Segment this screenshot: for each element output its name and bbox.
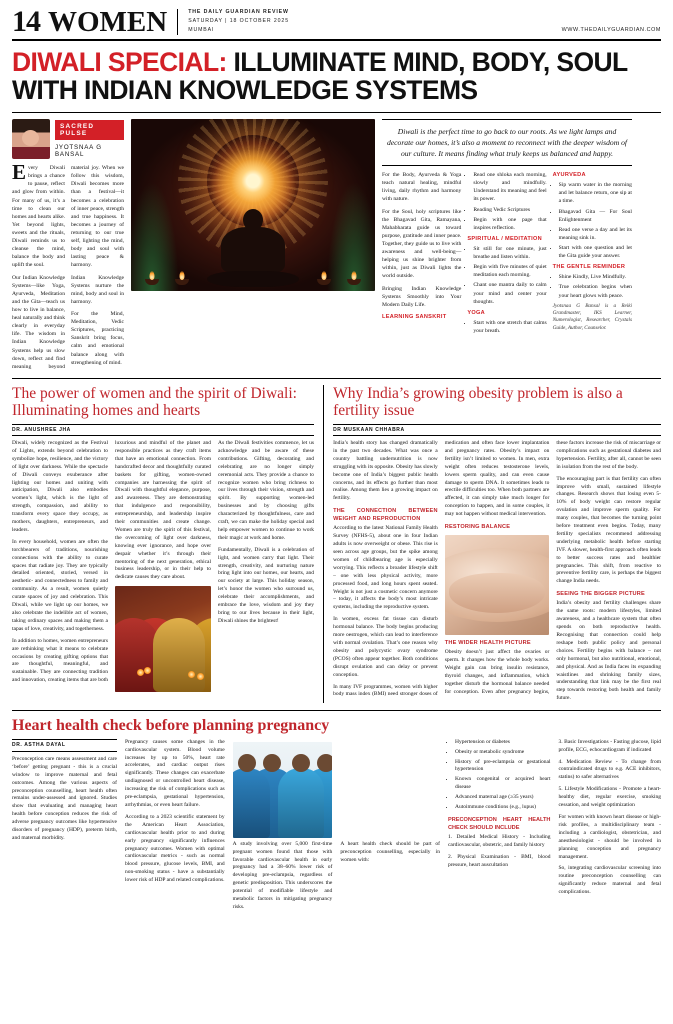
paragraph: India’s obesity and fertility challenges share the same roots: modern lifestyles, limited awareness, and a healthcare system that often spends on both reproductive health. Recognising that connection could help reshape both public policy and personal choices. Fertility begins with balance – not only hormonal, but also nutritional, emotional, and physical. And as India faces its expanding waistlines and shrinking family sizes, understanding that link may be the first real step towards restoring both health and family future.: [556, 600, 661, 702]
paragraph: India’s health story has changed dramatically in the past two decades. What was once a country battling undernutrition is now struggling with its opposite. Obesity has slowly become one of India’s biggest public health concerns, and its effects go further than most realise. Among them lies a growing impact on fertility.: [333, 439, 438, 502]
story-heart-health: [12, 711, 661, 916]
headline-red-part: DIWALI SPECIAL:: [12, 47, 227, 77]
lead-left-column: [12, 119, 124, 371]
lead-body-right: [382, 171, 632, 335]
paragraph: According to the latest National Family Health Survey (NFHS-5), about one in four Indian adults is now overweight or obese. This rise is seen across age groups, but the spike among women of childbearing age is especially worrying. This reflects a broader lifestyle shift – one with less physical activity, more processed food, and long hours spent seated. Weight is not just a cosmetic concern anymore – today, it affects the body’s most intricate systems, including the reproductive system.: [333, 525, 438, 611]
list-item: • True celebration begins when your heart glows with peace.: [559, 283, 632, 299]
subhead-yoga: YOGA: [467, 309, 486, 316]
page-folio: 14: [12, 5, 40, 38]
status-badge: SACRED PULSE: [55, 120, 124, 140]
paper-city: MUMBAI: [188, 27, 215, 34]
paragraph: A study involving over 5,000 first-time pregnant women found that those with favorable cardiovascular health in early pregnancy had a 38–60% lower risk of developing pre-eclampsia, regardless of genetic predisposition. This underscores the potential of modifiable lifestyle and metabolic factors in mitigating pregnancy risks.: [232, 840, 333, 910]
paragraph: For women with known heart disease or high-risk profiles, a multidisciplinary team - including a cardiologist, obstetrician, and anesthesiologist - should be involved in planning conception and pregnancy management.: [558, 813, 661, 860]
list-item: • Hypertension or diabetes: [455, 739, 551, 747]
masthead-meta: [178, 8, 289, 35]
author-block: [12, 119, 124, 159]
avatar: [12, 119, 50, 159]
list-item: • Start with one question and let the Gita guide your answer.: [559, 244, 632, 260]
section-title: WOMEN: [48, 9, 178, 35]
story-columns: [12, 739, 661, 916]
lead-headline-wrap: [12, 41, 661, 113]
list-item: • Advanced maternal age (≥35 years): [455, 794, 551, 802]
lead-paragraph: Every Diwali brings a chance to pause, reflect and glow from within. For many of us, it’s a time to clean our homes and hearts alike. Yet beyond lights, sweets and the rituals, Diwali reminds us to cleanse the mind, balance the body and uplift the soul.: [12, 160, 65, 269]
paragraph: In addition to homes, women entrepreneurs are rethinking what it means to celebrate occasions by creating gifting options that are thoughtful, meaningful, and sustainable. They are connecting tradition and innovation, creating items that are both luxurious and mindful of the planet and responsible practices as they craft items that have an emotional connection. From handcrafted decor and thoughtfully curated baskets for gifting, women-owned companies are harnessing the spirit of Diwali with thoughtful elegance, purpose, and awareness. They are demonstrating that indulgence and responsibility, entrepreneurship, and leadership inspire their communities and create change. Women are truly the spirit of this festival, the overcoming of light over darkness, knowing ever ignorance, and hope over despair whether it’s through their mentoring of the next generation, ethical business leadership, or in their help to dedicate causes they care about.: [12, 439, 212, 684]
column-6: [558, 739, 661, 916]
story-women-diwali: [12, 385, 324, 703]
paragraph: Preconception care means assessment and care ‘before’ getting pregnant - this is a crucial window to improve maternal and fetal outcomes. Among the various aspects of preconception counselling, heart health often remains under-assessed and ignored. Studies show that evaluating and managing heart health before conception reduces the risk of adverse pregnancy outcomes like hypertensive disorders of pregnancy (HDP), preterm birth, and maternal morbidity.: [12, 755, 117, 841]
spiritual-list: [467, 245, 546, 306]
paragraph: Obesity doesn’t just affect the ovaries or sperm. It changes how the whole body works. Weight gain can bring insulin resistance, thyroid changes, and inflammation, which together disturb the hormonal balance needed for conception. Even after pregnancy begins, these factors increase the risk of miscarriage or complications such as gestational diabetes and hypertension. Fertility, after all, cannot be seen in isolation from the rest of the body.: [444, 439, 661, 695]
list-item: • Begin with five minutes of quiet meditation each morning.: [473, 263, 546, 279]
list-item: • Start with one stretch that calms your breath.: [473, 319, 546, 335]
list-item: • Chant one mantra daily to calm your mind and center your thoughts.: [473, 281, 546, 305]
column-4: [340, 739, 440, 916]
masthead: [12, 5, 661, 41]
list-item: • Shine Kindly, Live Mindfully.: [559, 273, 632, 281]
list-item: • Sip warm water in the morning and let balance return, one sip at a time.: [559, 181, 632, 205]
list-item: • Bhagavad Gita — For Soul Enlightenment: [559, 208, 632, 224]
pregnancy-belly-photo: [445, 535, 550, 635]
paragraph: So, integrating cardiovascular screening into routine preconception counselling can significantly reduce maternal and fetal complications.: [558, 865, 661, 896]
subhead-gentle-reminder: THE GENTLE REMINDER: [552, 264, 626, 271]
story-headline: The power of women and the spirit of Diwali: Illuminating homes and hearts: [12, 384, 297, 419]
subhead-ayurveda: AYURVEDA: [552, 172, 586, 179]
paragraph: Diwali, widely recognized as the Festival of Lights, extends beyond celebration to symbolize hope, resilience, and the victory of light over darkness. While the spectacle of Diwali conveys exuberance after lighting our homes and uniting with anticipation, Diwali also embodies women’s light, which is the light of strength, compassion, and ability to transform every space they occupy, as mothers, daughters, entrepreneurs, and leaders.: [12, 439, 109, 533]
learning-list: [467, 171, 546, 232]
lead-paragraph: For the Body, Ayurveda & Yoga teach natural healing, mindful living, daily rhythm and harmony with nature.: [382, 172, 462, 203]
paper-date: SATURDAY | 18 OCTOBER 2025: [188, 18, 289, 25]
story-obesity-fertility: [333, 385, 661, 703]
story-byline: DR. ASTHA DAYAL: [12, 739, 117, 752]
subhead-learning-sanskrit: LEARNING SANSKRIT: [382, 313, 447, 320]
meditating-figure: [205, 209, 301, 287]
lead-paragraph: Bringing Indian Knowledge Systems Smoothly into Your Modern Daily Life.: [382, 285, 462, 308]
paragraph: 2. Physical Examination - BMI, blood pressure, heart auscultation: [447, 853, 551, 868]
story-byline: DR. ANUSHREE JHA: [12, 424, 314, 436]
lead-paragraph: For the Soul, holy scriptures like the Bhagavad Gita, Ramayana, Mahabharata guide us toward purpose, gratitude and inner peace. Together, they guide us to live with awareness and well-being—helping us shine brighter from within, just as Diwali lights the world outside.: [382, 208, 462, 280]
website-url[interactable]: WWW.THEDAILYGUARDIAN.COM: [561, 27, 661, 33]
paper-name: THE DAILY GUARDIAN REVIEW: [188, 9, 289, 16]
risk-factor-list: [448, 739, 551, 812]
lead-byline: JYOTSNAA G BANSAL: [55, 144, 102, 159]
paragraph: A heart health check should be part of preconception counselling, especially in women with:: [340, 840, 440, 863]
lead-paragraph: Indian Knowledge Systems nurture the mind, body and soul in harmony.: [71, 274, 124, 305]
column-1: [12, 739, 117, 916]
paragraph: 1. Detailed Medical History - Including cardiovascular, obstetric, and family history: [447, 834, 551, 848]
doctors-photo: [233, 742, 333, 838]
subhead-spiritual-meditation: SPIRITUAL / MEDITATION: [467, 235, 542, 242]
lead-feature: [12, 113, 661, 371]
list-item: • Autoimmune conditions (e.g., lupus): [455, 804, 551, 812]
story-body: [12, 440, 314, 692]
list-item: • Obesity or metabolic syndrome: [455, 749, 551, 757]
list-item: • Begin with one page that inspires reflection.: [473, 216, 546, 232]
headline-black-part: ILLUMINATE MIND, BODY, SOUL WITH INDIAN KNOWLEDGE SYSTEMS: [12, 47, 628, 106]
list-item: • Reading Vedic Scriptures: [473, 206, 546, 214]
subhead-weight-reproduction: THE CONNECTION BETWEEN WEIGHT AND REPRODUCTION: [333, 508, 438, 523]
paragraph: In every household, women are often the torchbearers of traditions, nourishing connections with the ability to curate spaces that radiate joy. They are typically detailed oriented, storied, versed in aesthetic- and connectedness to family and community. As a result, women quietly curate spaces of joy and celebration. This Diwali, while we light up our homes, we also celebrate the indelible act of women, taking ordinary spaces and making them a tapas of love, creativity, and togetherness.: [12, 538, 109, 632]
paragraph: 4. Medication Review - To change from contraindicated drugs to e.g. ACE inhibitors, statins) to safer alternatives: [558, 758, 661, 781]
paragraph: According to a 2023 scientific statement by the American Heart Association, cardiovascular health prior to and during early pregnancy significantly influences pregnancy outcomes. Women with optimal cardiovascular metrics - such as normal blood pressure, glucose levels, BMI, and non-smoking status - have a substantially lower risk of HDP and related complications.: [125, 813, 225, 884]
author-credit: Jyotsnaa G Bansal is a Reiki Grandmaster, IKS Learner, Numerologist, Researcher, Crystals Guide, Author, Counselor.: [552, 302, 632, 331]
lead-paragraph: Our Indian Knowledge Systems—like Yoga, Ayurveda, Meditation and the Gita—teach us how to live in balance, heal naturally and think clearly in everyday life. The wisdom in Indian Knowledge Systems help us slow down, reflect and find meaning beyond material joy. When we follow this wisdom, Diwali becomes more than a festival—it becomes a celebration of inner peace, strength and true happiness. It becomes a journey of returning to our true self, lighting the mind, body and soul with lasting peace & harmony.: [12, 165, 124, 370]
paragraph: As the Diwali festivities commence, let us acknowledge and be aware of these contributions. Gifting, decorating and celebrating are no longer simply ceremonial acts. They provide a chance to recognize women who bring richness to our lives through their vision, strength and spirit. By supporting women-led businesses and by choosing gifts characterized by thoughtfulness, care and craft, we can make the holiday special and help empower women to continue to work their magic at work and home.: [218, 439, 315, 541]
story-headline: Why India’s growing obesity problem is also a fertility issue: [333, 384, 623, 419]
story-body: [333, 440, 661, 703]
middle-story-band: [12, 379, 661, 703]
column-5: [448, 739, 551, 916]
column-2: [125, 739, 225, 916]
pull-quote: Diwali is the perfect time to go back to our roots. As we light lamps and decorate our homes, it’s also a moment to reconnect with the deeper wisdom of our culture. It means finding what truly keeps us balanced and happy.: [382, 119, 632, 166]
list-item: • Read one verse a day and let its meaning sink in.: [559, 226, 632, 242]
subhead-preconception-check: PRECONCEPTION HEART HEALTH CHECK SHOULD INCLUDE: [447, 816, 551, 832]
list-item: • Read one shloka each morning, slowly and mindfully. Understand its meaning and feel its power.: [473, 171, 546, 203]
column-3: [233, 739, 333, 916]
diwali-meditation-photo: [131, 119, 375, 291]
diwali-women-photo: [115, 586, 211, 692]
paragraph: 5. Lifestyle Modifications - Promote a heart-healthy diet, regular exercise, smoking cessation, and weight optimization: [558, 786, 661, 809]
paragraph: The encouraging part is that fertility can often improve with small, sustained lifestyle changes. Research shows that losing even 5-10% of body weight can restore regular ovulation and improve sperm quality. For many couples, that becomes the turning point before treatment even begins. Today, many fertility specialists recommend addressing underlying metabolic health before starting IVF. A slower, health-first approach often leads to better success rates and healthier pregnancies. This shift, from reactive to preventive fertility care, is perhaps the biggest change India needs.: [556, 475, 661, 585]
paragraph: Fundamentally, Diwali is a celebration of light, and women carry that light. Their strength, creativity, and nurturing nature bring light into our homes, our hearts, and our society at large. This holiday season, let’s honor the women who surround us, celebrate their accomplishments, and embrace the love, wisdom and joy they bring to our lives because in their light, Diwali shines the brightest!: [218, 546, 315, 624]
foliage-left: [131, 181, 179, 291]
lead-right-column: [382, 119, 632, 371]
list-item: • Sit still for one minute, just breathe and listen within.: [473, 245, 546, 261]
paragraph: Pregnancy causes some changes in the cardiovascular system. Blood volume increases by up to 50%, heart rate accelerates, and cardiac output rises significantly. These changes can exacerbate undiagnosed or uncontrolled heart disease, increasing the risk of complications such as pre-eclampsia, gestational hypertension, arrhythmias, or even heart failure.: [125, 738, 225, 808]
ayurveda-list: [553, 181, 632, 260]
list-item: • History of pre-eclampsia or gestational hypertension: [455, 759, 551, 775]
list-item: • Known congenital or acquired heart disease: [455, 776, 551, 792]
story-headline: Heart health check before planning pregnancy: [12, 717, 330, 735]
paragraph: In women, excess fat tissue can disturb hormonal balance. The body begins producing more oestrogen, which can lead to interference with normal ovulation. That’s one reason why obesity and polycystic ovary syndrome (PCOS) often appear together. Both conditions disrupt ovulation and can delay or prevent conception.: [333, 616, 438, 678]
yoga-list: [467, 319, 546, 335]
subhead-bigger-picture: SEEING THE BIGGER PICTURE: [556, 591, 645, 598]
lead-body-left: [12, 160, 124, 371]
subhead-restoring-balance: RESTORING BALANCE: [444, 524, 511, 531]
lead-image-column: [131, 119, 375, 371]
lead-paragraph: For the Mind, Meditation, Vedic Scriptures, practicing Sanskrit bring focus, calm and emotional balance along with strengthening of mind.: [71, 311, 124, 366]
lead-headline: [12, 48, 661, 104]
subhead-wider-health-picture: THE WIDER HEALTH PICTURE: [444, 640, 531, 647]
reminder-list: [553, 273, 632, 299]
paragraph: In many IVF programmes, women with higher body mass index (BMI) need stronger doses of medication and often face lower implantation and pregnancy rates. Obesity’s impact on fertility isn’t limited to women. In men, extra weight often reduces testosterone levels, lowers sperm quality, and can even cause damage to sperm DNA. It sometimes leads to erectile difficulties too. When both partners are affected, it can simply take much longer for conception to happen, and in some couples, it may not happen without medical intervention.: [333, 439, 550, 698]
story-byline: DR MUSKAAN CHHABRA: [333, 424, 661, 436]
paragraph: 3. Basic Investigations - Fasting glucose, lipid profile, ECG, echocardiogram if indicated: [558, 738, 661, 753]
